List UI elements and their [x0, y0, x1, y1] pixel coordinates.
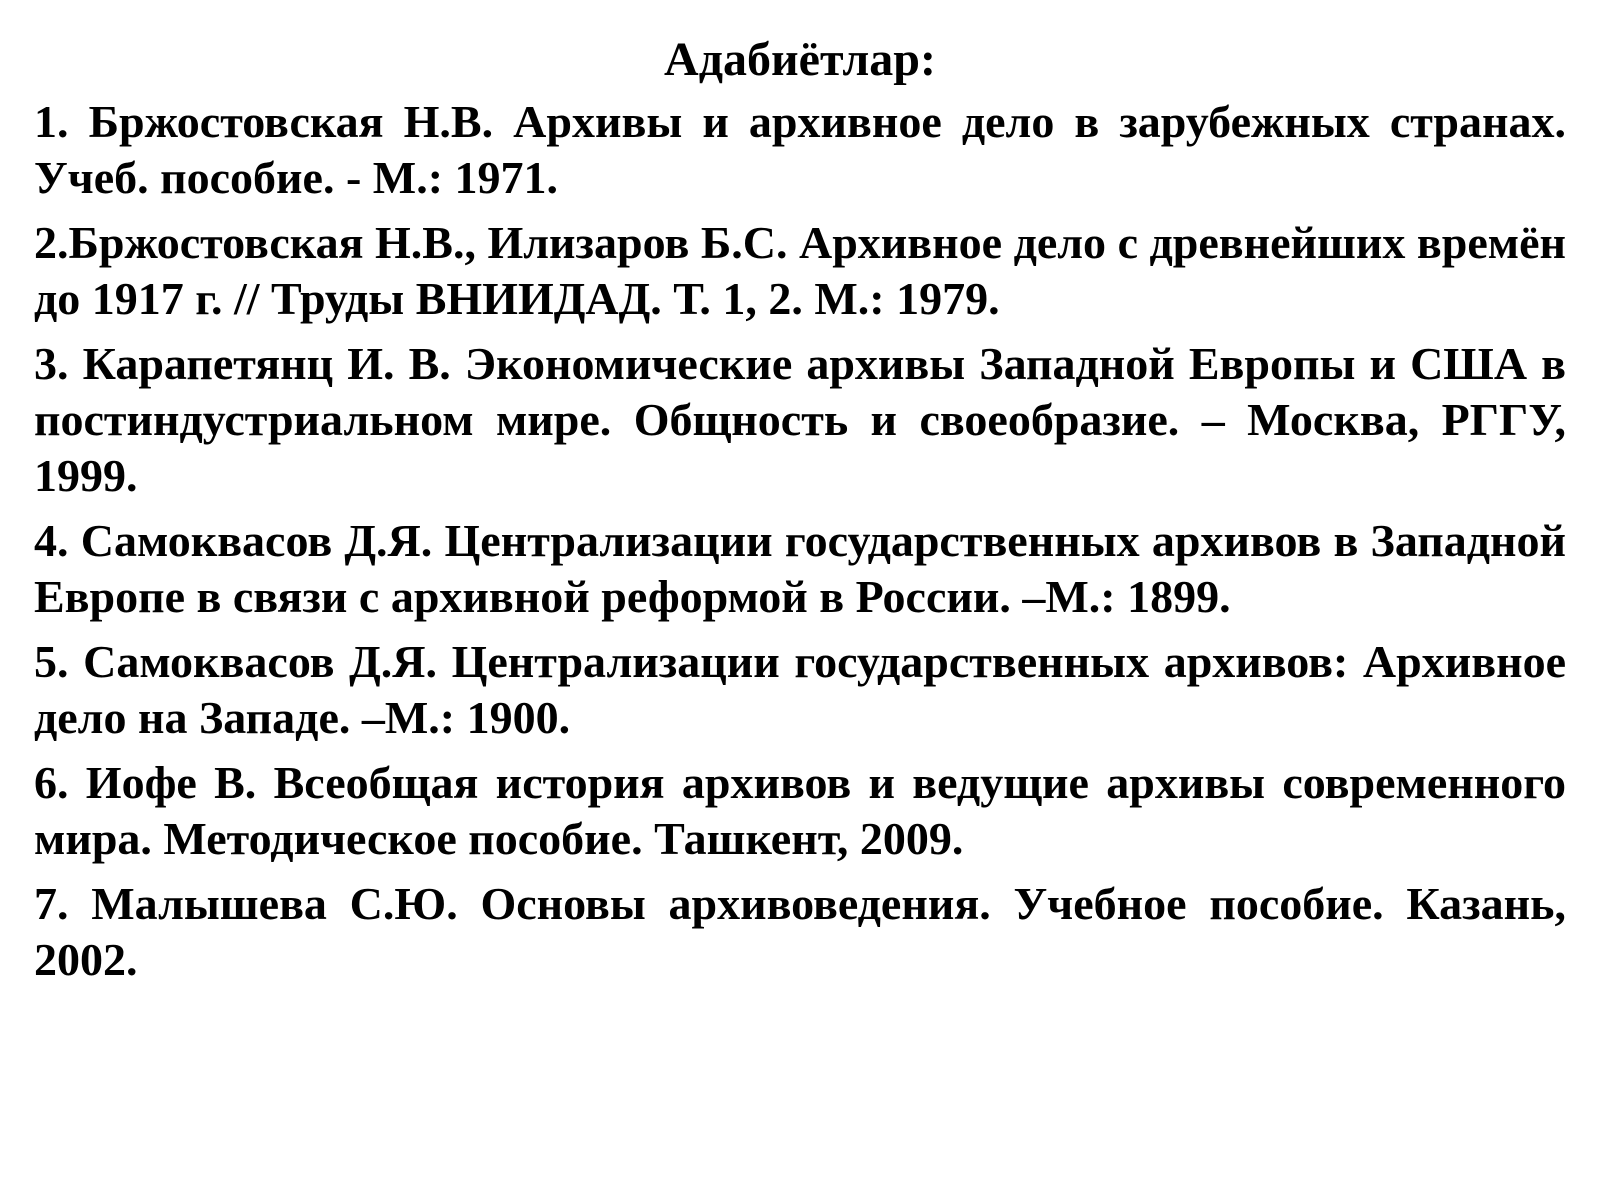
page-title: Адабиётлар: — [664, 33, 936, 86]
reference-item-3: 3. Карапетянц И. В. Экономические архивы Западной Европы и США в постиндустриальном мире. Общность и своеобразие. – Москва, РГГУ, 1999. — [34, 338, 1566, 501]
reference-item-6: 6. Иофе В. Всеобщая история архивов и ведущие архивы современного мира. Методическое пособие. Ташкент, 2009. — [34, 757, 1566, 864]
reference-list — [34, 94, 1566, 988]
reference-item-7: 7. Малышева С.Ю. Основы архивоведения. Учебное пособие. Казань, 2002. — [34, 878, 1566, 985]
reference-item-2: 2.Бржостовская Н.В., Илизаров Б.С. Архивное дело с древнейших времён до 1917 г. // Труды ВНИИДАД. Т. 1, 2. М.: 1979. — [34, 217, 1566, 324]
reference-item-5: 5. Самоквасов Д.Я. Централизации государственных архивов: Архивное дело на Западе. –М.: 1900. — [34, 636, 1566, 743]
reference-item-1: 1. Бржостовская Н.В. Архивы и архивное дело в зарубежных странах. Учеб. пособие. - М.: 1971. — [34, 96, 1566, 203]
reference-item-4: 4. Самоквасов Д.Я. Централизации государственных архивов в Западной Европе в связи с архивной реформой в России. –М.: 1899. — [34, 515, 1566, 622]
